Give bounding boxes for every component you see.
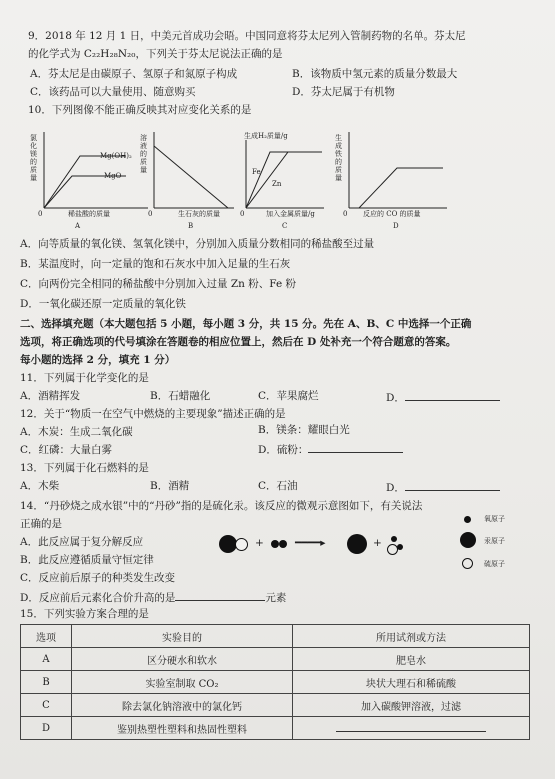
- sulfur-atom-icon: [235, 538, 248, 551]
- q9-stem-line1: 9．2018 年 12 月 1 日，中美元首成功会晤。中国同意将芬太尼列入管制药物的名单。芬太尼: [28, 30, 466, 42]
- q14-stem-line2: 正确的是: [20, 518, 62, 530]
- part2-title-line2: 选项，将正确选项的代号填涂在答题卷的相应位置上，然后在 D 处补充一个符合题意的答案。: [20, 336, 457, 348]
- q11-stem: 11．下列属于化学变化的是: [20, 372, 149, 384]
- q10-option-d: D．一氧化碳还原一定质量的氧化铁: [20, 298, 186, 310]
- chart-a-ylabel: 氯 化 镁 的 质 量: [30, 134, 37, 182]
- q14-option-b: B．此反应遵循质量守恒定律: [20, 554, 154, 566]
- chart-d-letter: D: [393, 222, 399, 230]
- table-header: 选项: [21, 625, 72, 648]
- table-header-row: [21, 625, 530, 648]
- table-header: 所用试剂或方法: [293, 625, 530, 648]
- q10-option-b: B．某温度时，向一定量的饱和石灰水中加入足量的生石灰: [20, 258, 291, 270]
- q12-option-d[interactable]: D．硫粉：: [258, 442, 403, 457]
- q9-option-b: B．该物质中氢元素的质量分数最大: [292, 68, 458, 80]
- table-cell: 除去氯化钠溶液中的氯化钙: [72, 694, 293, 717]
- chart-c-legend-fe: Fe: [252, 168, 261, 176]
- q15-answer-cell[interactable]: [293, 717, 530, 740]
- legend-sulfur-label: 硫原子: [484, 560, 505, 568]
- chart-a: [30, 128, 155, 233]
- q14-option-d[interactable]: D．反应前后元素化合价升高的是 元素: [20, 592, 287, 604]
- chart-c-xlabel: 加入金属质量/g: [266, 210, 315, 218]
- chart-c-series-fe: [246, 152, 322, 208]
- q9-option-d: D．芬太尼属于有机物: [292, 86, 395, 98]
- q13-stem: 13．下列属于化石燃料的是: [20, 462, 149, 474]
- table-cell: C: [21, 694, 72, 717]
- chart-c-ylabel: 生成H₂质量/g: [244, 132, 288, 140]
- q9-option-a: A．芬太尼是由碳原子、氢原子和氮原子构成: [30, 68, 238, 80]
- q12-option-c: C．红磷：大量白雾: [20, 444, 113, 456]
- table-header: 实验目的: [72, 625, 293, 648]
- chart-c-letter: C: [282, 222, 288, 230]
- table-cell: 区分硬水和软水: [72, 648, 293, 671]
- oxygen-atom-icon: [271, 540, 279, 548]
- chart-d-ylabel: 生 成 铁 的 质 量: [335, 134, 342, 182]
- q14-answer-blank[interactable]: [175, 590, 265, 601]
- chart-d: [335, 128, 455, 233]
- table-row: [21, 694, 530, 717]
- chart-a-series-mgo: [44, 176, 126, 208]
- oxygen-atom-icon: [464, 516, 471, 523]
- q10-option-c: C．向两份完全相同的稀盐酸中分别加入过量 Zn 粉、Fe 粉: [20, 278, 297, 290]
- chart-a-series-mgoh2: [44, 156, 126, 208]
- q13-option-a: A．木柴: [20, 480, 60, 492]
- q11-option-a: A．酒精挥发: [20, 390, 81, 402]
- part2-title-line3: 每小题的选择 2 分，填充 1 分）: [20, 354, 176, 366]
- chart-b-series: [154, 146, 228, 208]
- table-row: [21, 648, 530, 671]
- chart-a-letter: A: [75, 222, 81, 230]
- q14-option-c: C．反应前后原子的种类发生改变: [20, 572, 176, 584]
- q12-stem: 12．关于“物质一在空气中燃烧的主要现象”描述正确的是: [20, 408, 286, 420]
- chart-a-xlabel: 稀盐酸的质量: [68, 210, 110, 218]
- q12-answer-blank[interactable]: [308, 442, 403, 453]
- chart-b-ylabel: 溶 液 的 质 量: [140, 134, 147, 174]
- plus-sign-1: +: [255, 537, 264, 549]
- q15-answer-blank[interactable]: [336, 721, 486, 732]
- q11-option-d[interactable]: D．: [386, 390, 500, 405]
- table-cell: 肥皂水: [293, 648, 530, 671]
- legend-oxygen-label: 氧原子: [484, 515, 505, 523]
- q10-stem: 10．下列图像不能正确反映其对应变化关系的是: [28, 104, 252, 116]
- chart-b-xlabel: 生石灰的质量: [178, 210, 220, 218]
- mercury-atom-icon: [347, 534, 367, 554]
- q11-option-b: B．石蜡融化: [150, 390, 211, 402]
- q15-table: [20, 624, 530, 740]
- table-cell: A: [21, 648, 72, 671]
- oxygen-atom-icon: [391, 536, 397, 542]
- part2-title-line1: 二、选择填充题（本大题包括 5 小题，每小题 3 分，共 15 分。先在 A、B、C 中选择一个正确: [20, 318, 472, 330]
- chart-d-series: [349, 168, 443, 208]
- q13-option-c: C．石油: [258, 480, 298, 492]
- sulfur-atom-icon: [462, 558, 473, 569]
- q10-option-a: A．向等质量的氧化镁、氢氧化镁中，分别加入质量分数相同的稀盐酸至过量: [20, 238, 375, 250]
- table-cell: 鉴别热塑性塑料和热固性塑料: [72, 717, 293, 740]
- table-row: [21, 717, 530, 740]
- chart-b-letter: B: [188, 222, 194, 230]
- mercury-atom-icon: [460, 532, 476, 548]
- chart-b-origin: 0: [148, 210, 153, 218]
- q14-stem-line1: 14．“丹砂烧之成水银”中的“丹砂”指的是硫化汞。该反应的微观示意图如下，有关说法: [20, 500, 423, 512]
- q11-option-c: C．苹果腐烂: [258, 390, 319, 402]
- legend-mercury-label: 汞原子: [484, 537, 505, 545]
- q9-option-c: C．该药品可以大量使用、随意购买: [30, 86, 196, 98]
- table-cell: 块状大理石和稀硫酸: [293, 671, 530, 694]
- q14-reaction-diagram: [215, 528, 405, 562]
- chart-b: [140, 128, 240, 233]
- chart-a-legend-mgo: MgO: [104, 172, 122, 180]
- plus-sign-2: +: [373, 537, 382, 549]
- chart-c: [236, 128, 336, 233]
- q12-option-b: B．镁条：耀眼白光: [258, 424, 350, 436]
- table-cell: 实验室制取 CO₂: [72, 671, 293, 694]
- arrow-icon: ━━━━▸: [295, 537, 326, 549]
- chart-d-origin: 0: [343, 210, 348, 218]
- chart-a-legend-mgoh2: Mg(OH)₂: [100, 152, 132, 160]
- table-cell: 加入碳酸钾溶液，过滤: [293, 694, 530, 717]
- q13-answer-blank[interactable]: [405, 480, 500, 491]
- q14-option-a: A．此反应属于复分解反应: [20, 536, 144, 548]
- oxygen-atom-icon: [279, 540, 287, 548]
- chart-c-legend-zn: Zn: [272, 180, 282, 188]
- q14-legend: [456, 512, 546, 582]
- q15-stem: 15．下列实验方案合理的是: [20, 608, 149, 620]
- q13-option-b: B．酒精: [150, 480, 190, 492]
- chart-a-origin: 0: [38, 210, 43, 218]
- q11-answer-blank[interactable]: [405, 390, 500, 401]
- chart-c-origin: 0: [240, 210, 245, 218]
- oxygen-atom-icon: [397, 544, 403, 550]
- table-cell: D: [21, 717, 72, 740]
- table-cell: B: [21, 671, 72, 694]
- chart-d-xlabel: 反应的 CO 的质量: [363, 210, 421, 218]
- table-row: [21, 671, 530, 694]
- q13-option-d[interactable]: D．: [386, 480, 500, 495]
- q9-stem-line2: 的化学式为 C₂₂H₂₈N₂₀，下列关于芬太尼说法正确的是: [28, 48, 283, 60]
- q12-option-a: A．木炭：生成二氧化碳: [20, 426, 133, 438]
- chart-c-series-zn: [246, 152, 322, 208]
